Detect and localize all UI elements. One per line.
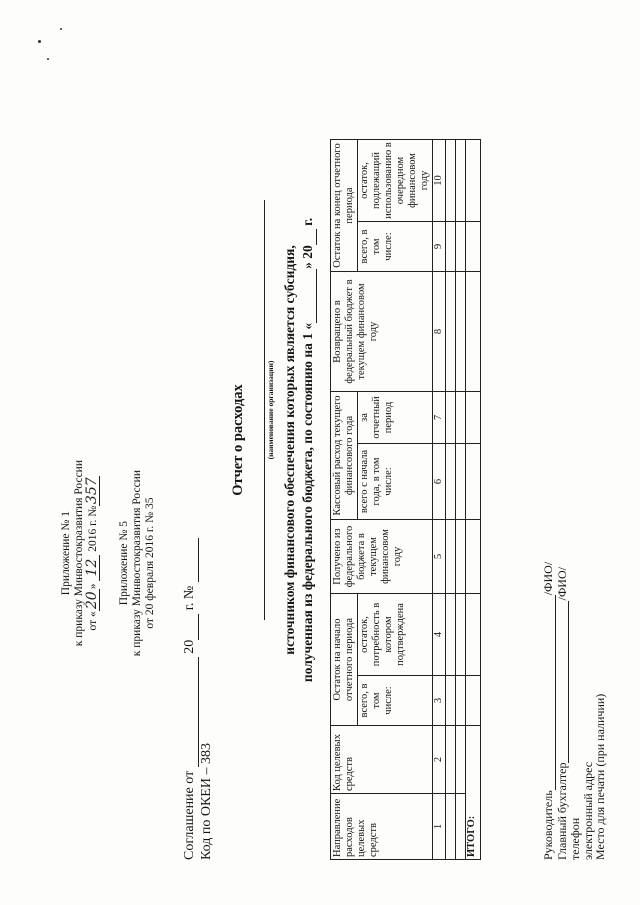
agreement-number-blank [182, 538, 199, 582]
col-number: 9 [433, 222, 446, 272]
appendix-1-date: от «20» 12 2016 г. №357 [84, 477, 100, 631]
accountant-signature-line: Главный бухгалтер /ФИО/ [554, 567, 569, 860]
col-number: 10 [433, 140, 446, 222]
expense-report-table [330, 139, 481, 860]
appendix-5-title: Приложение № 5 [118, 521, 130, 606]
appendix-5-date: от 20 февраля 2016 г. № 35 [144, 497, 156, 629]
header-closing-balance: Остаток на конец отчетного периода [331, 140, 358, 272]
phone-label: телефон [568, 817, 582, 860]
header-opening-balance: Остаток на начало отчетного периода [331, 594, 358, 726]
agreement-year-blank [182, 614, 199, 640]
appendix-1-order: к приказу Минвостокразвития России [73, 460, 85, 647]
col-number: 1 [433, 794, 446, 860]
appendix-5-order: к приказу Минвостокразвития России [131, 470, 143, 657]
col-number: 5 [433, 520, 446, 594]
col-number: 7 [433, 392, 446, 444]
col-number: 6 [433, 444, 446, 520]
header-received: Получено из федерального бюджета в текущем финансовом году [331, 520, 433, 594]
appendix-1-block [60, 460, 100, 646]
col-number: 2 [433, 726, 446, 794]
org-name-line [258, 200, 265, 620]
col-number: 4 [433, 594, 446, 676]
table-row [456, 140, 466, 860]
table-row [446, 140, 456, 860]
agreement-date-blank [182, 657, 199, 767]
col-number: 3 [433, 676, 446, 726]
report-subtitle-1: источником финансового обеспечения которых является субсидия, [282, 245, 297, 655]
okei-code: Код по ОКЕИ – 383 [199, 743, 214, 860]
report-title: Отчет о расходах [230, 384, 246, 496]
signatures-block [542, 562, 607, 860]
stamp-label: Место для печати (при наличии) [593, 693, 607, 860]
appendix-1-number: 357 [84, 477, 100, 505]
total-row [466, 140, 481, 860]
header-opening-total: всего, в том числе: [358, 676, 433, 726]
org-caption: (наименование организации) [266, 360, 275, 460]
header-code: Код целевых средств [331, 726, 433, 794]
table-header-row [331, 140, 358, 860]
header-returned: Возвращено в федеральный бюджет в текущем финансовом году [331, 272, 433, 392]
column-number-row [433, 140, 446, 860]
header-cash-expense: Кассовый расход текущего финансового года [331, 392, 358, 520]
header-expense-period: за отчетный период [358, 392, 433, 444]
appendix-1-title: Приложение № 1 [60, 511, 72, 596]
header-direction: Направление расходов целевых средств [331, 794, 433, 860]
header-opening-confirmed: остаток, потребность в котором подтверждена [358, 594, 433, 676]
head-signature-line: Руководитель /ФИО/ [541, 561, 555, 860]
appendix-5-block [118, 470, 157, 656]
total-label: ИТОГО: [466, 726, 481, 860]
col-number: 8 [433, 272, 446, 392]
header-closing-total: всего, в том числе: [358, 222, 433, 272]
email-label: электронный адрес [580, 761, 595, 860]
header-closing-next-year: остаток, подлежащий использованию в очередном финансовом году [358, 140, 433, 222]
agreement-line: Соглашение от 20 г. № [182, 538, 199, 860]
date-year-blank [300, 229, 317, 245]
report-subtitle-2: полученная из федерального бюджета, по состоянию на 1 « » 20 г. [300, 217, 315, 683]
appendix-1-day: 20 [86, 589, 100, 611]
appendix-1-month: 12 [86, 555, 100, 581]
header-expense-ytd: всего с начала года, в том числе: [358, 444, 433, 520]
date-day-blank [300, 269, 317, 323]
